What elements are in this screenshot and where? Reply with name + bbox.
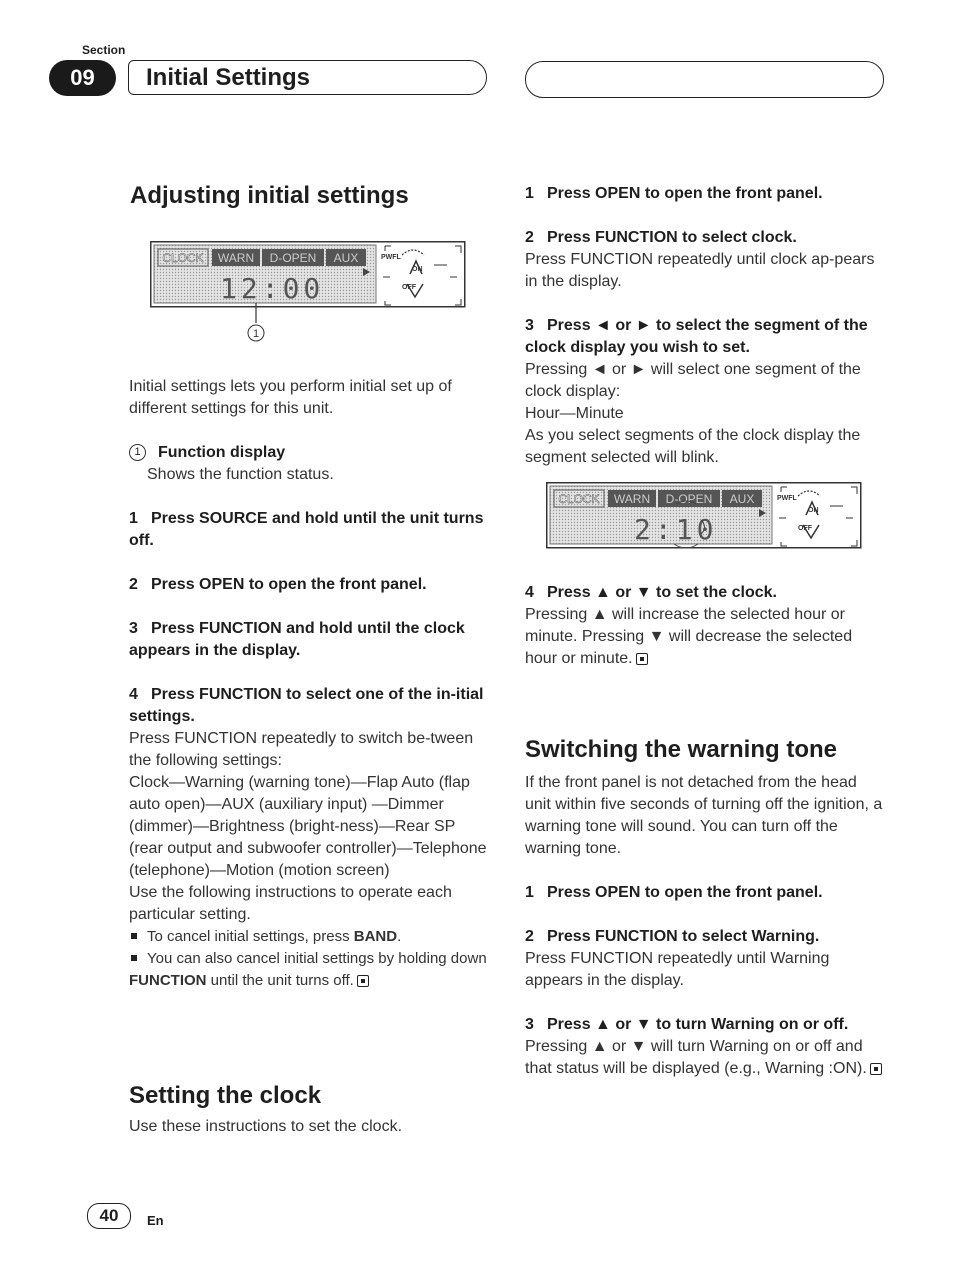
initial-step-4: 4 Press FUNCTION to select one of the in-itial settings. xyxy=(129,686,484,725)
lcd-clock-time: 12:00 xyxy=(220,272,325,305)
lcd-tab-clock: CLOCK xyxy=(162,251,204,265)
bullet-cancel-band: To cancel initial settings, press BAND. xyxy=(129,926,489,948)
left-column xyxy=(129,376,489,992)
off-label: OFF xyxy=(402,284,416,291)
clock-step-2-body: Press FUNCTION repeatedly until clock ap-pears in the display. xyxy=(525,251,875,290)
clock-step-3-body-c: As you select segments of the clock display the segment selected will blink. xyxy=(525,427,861,466)
function-display-illustration xyxy=(150,241,466,348)
initial-step-1: 1 Press SOURCE and hold until the unit turns off. xyxy=(129,510,484,549)
section-label: Section xyxy=(82,43,126,57)
function-display-desc: Shows the function status. xyxy=(147,466,334,483)
right-column-clock-step4 xyxy=(525,582,885,670)
lcd-tab-aux: AUX xyxy=(729,492,755,506)
function-display-label-line xyxy=(129,442,489,464)
lcd-tab-dopen: D-OPEN xyxy=(269,251,317,265)
clock-step-3-body-b: Hour—Minute xyxy=(525,405,624,422)
settings-list: Clock—Warning (warning tone)—Flap Auto (flap auto open)—AUX (auxiliary input) —Dimmer (dimmer)—Brightness (bright-ness)—Rear SP (rear output and subwoofer controller)—Telephone (telephone)—Motion (motion screen) xyxy=(129,774,487,879)
clock-display-illustration xyxy=(546,482,862,554)
initial-step-3: 3 Press FUNCTION and hold until the clock appears in the display. xyxy=(129,620,465,659)
initial-step-2: 2 Press OPEN to open the front panel. xyxy=(129,576,427,593)
end-mark-icon xyxy=(870,1063,882,1075)
use-instructions: Use the following instructions to operate each particular setting. xyxy=(129,884,452,923)
end-mark-icon xyxy=(636,653,648,665)
bullet-cancel-hold: You can also cancel initial settings by holding down FUNCTION until the unit turns off. xyxy=(129,950,487,989)
warning-step-2: 2 Press FUNCTION to select Warning. xyxy=(525,928,820,945)
step4-body: Press FUNCTION repeatedly to switch be-tween the following settings: xyxy=(129,730,474,769)
right-header-frame xyxy=(525,61,884,98)
section-title: Initial Settings xyxy=(146,64,311,91)
lcd-tab-dopen: D-OPEN xyxy=(665,492,713,506)
callout-number: 1 xyxy=(252,328,260,340)
warning-step-2-body: Press FUNCTION repeatedly until Warning appears in the display. xyxy=(525,950,830,989)
intro-paragraph: Initial settings lets you perform initial set up of different settings for this unit. xyxy=(129,378,452,417)
clock-step-4: 4 Press ▲ or ▼ to set the clock. xyxy=(525,584,777,601)
right-column-warning xyxy=(525,772,885,1080)
clock-step-4-body: Pressing ▲ will increase the selected hour or minute. Pressing ▼ will decrease the selected hour or minute. xyxy=(525,606,853,667)
function-display-label: Function display xyxy=(158,444,286,461)
lcd-tab-warn: WARN xyxy=(217,251,255,265)
callout-circle: 1 xyxy=(129,444,146,461)
language-code: En xyxy=(147,1213,164,1228)
lcd-indicator-label: PWFL xyxy=(777,495,797,502)
lcd-tab-warn: WARN xyxy=(613,492,651,506)
heading-adjusting-initial-settings: Adjusting initial settings xyxy=(130,182,409,209)
clock-step-2: 2 Press FUNCTION to select clock. xyxy=(525,229,797,246)
heading-switching-warning-tone: Switching the warning tone xyxy=(525,736,837,763)
lcd-tab-aux: AUX xyxy=(333,251,359,265)
lcd-clock-time: 2:10 xyxy=(634,513,718,546)
section-number-badge: 09 xyxy=(49,60,116,96)
on-label: ON xyxy=(412,266,423,273)
right-column-clock xyxy=(525,183,885,469)
clock-intro: Use these instructions to set the clock. xyxy=(129,1118,403,1135)
end-mark-icon xyxy=(357,975,369,987)
page-number: 40 xyxy=(87,1203,131,1229)
warning-step-3: 3 Press ▲ or ▼ to turn Warning on or off. xyxy=(525,1016,849,1033)
lcd-tab-clock: CLOCK xyxy=(558,492,600,506)
heading-setting-the-clock: Setting the clock xyxy=(129,1082,322,1109)
on-label: ON xyxy=(808,507,819,514)
clock-step-1: 1 Press OPEN to open the front panel. xyxy=(525,185,823,202)
warning-step-3-body: Pressing ▲ or ▼ will turn Warning on or off and that status will be displayed (e.g., Warning :ON). xyxy=(525,1036,885,1080)
clock-step-3-body-a: Pressing ◄ or ► will select one segment of the clock display: xyxy=(525,361,861,400)
clock-step-3: 3 Press ◄ or ► to select the segment of the clock display you wish to set. xyxy=(525,317,868,356)
off-label: OFF xyxy=(798,525,812,532)
warning-step-1: 1 Press OPEN to open the front panel. xyxy=(525,884,823,901)
lcd-indicator-label: PWFL xyxy=(381,254,401,261)
warning-intro: If the front panel is not detached from the head unit within five seconds of turning off the ignition, a warning tone will sound. You can turn off the warning tone. xyxy=(525,774,883,857)
